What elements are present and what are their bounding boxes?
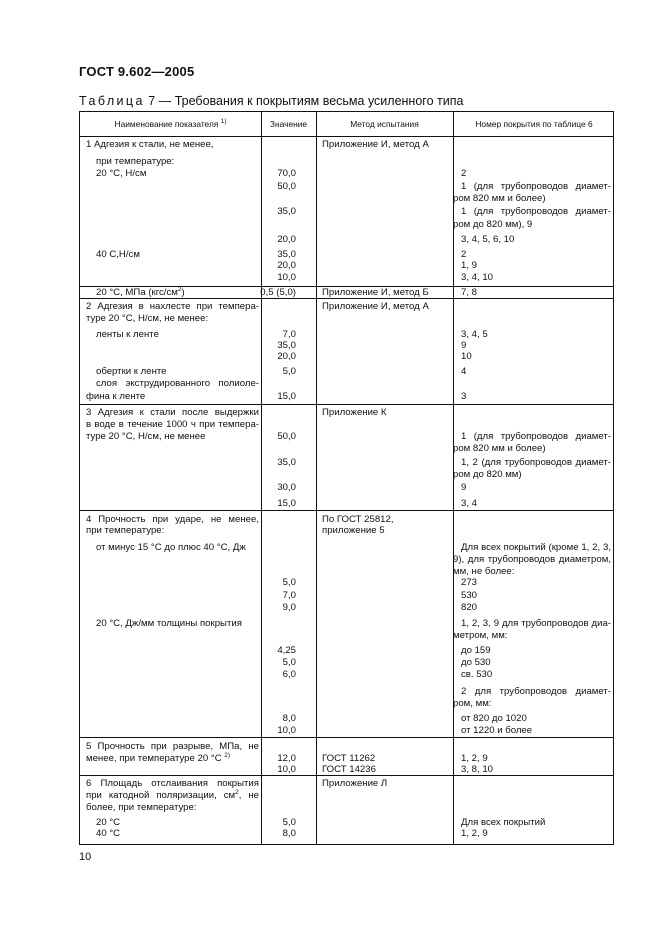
row1-value: 20,0 [277,260,296,271]
row2-coating: 3, 4, 5 [461,329,488,340]
row4-coating: от 820 до 1020 [461,713,527,724]
row2-coating: 3 [461,391,467,402]
row1-name: 20 °С, Н/см [96,168,147,179]
row2-value: 7,0 [282,329,296,340]
row3-method: Приложение К [322,407,387,418]
row6-name: при катодной поляризации, $см^2$, не [86,789,260,801]
row6-name: более, при температуре: [86,802,197,813]
row1-coating: 3, 4, 5, 6, 10 [461,234,515,245]
requirements-table [79,111,614,845]
row4-value: 5,0 [282,657,296,668]
row5-name: 5 Прочность при разрыве, МПа, не [86,741,259,752]
row1-name: при температуре: [96,156,175,167]
row3-value: 35,0 [277,457,296,468]
table-caption [79,94,463,108]
row4-coating: до 159 [461,645,491,656]
row3-value: 50,0 [277,431,296,442]
row4-coating: метром, мм: [453,630,508,641]
row1-value: 35,0 [277,206,296,217]
row3-value: 30,0 [277,482,296,493]
row4-value: 9,0 [282,602,296,613]
row4-coating: 2 для трубопроводов диамет- [461,686,611,697]
row6-value: 8,0 [282,828,296,839]
row4-name: 4 Прочность при ударе, не менее, [86,514,259,525]
col-header-name: Наименование показателя $^{1)}$ [114,118,227,129]
caption-label: Таблица [79,94,145,108]
row6-name: 20 °С [96,817,121,828]
row4-method: По ГОСТ 25812, [322,514,394,525]
row1-value: 0,5 (5,0) [260,287,296,298]
row1-coating: 2 [461,168,467,179]
row2-coating: 9 [461,340,467,351]
row2-name: ленты к ленте [96,329,159,340]
row4-coating: 820 [461,602,478,613]
row2-method: Приложение И, метод А [322,301,429,312]
row2-coating: 4 [461,366,467,377]
row4-value: 5,0 [282,577,296,588]
row4-value: 8,0 [282,713,296,724]
row2-value: 35,0 [277,340,296,351]
row3-coating: 3, 4 [461,498,478,509]
document-header: ГОСТ 9.602—2005 [79,64,195,79]
row4-coating: мм, не более: [453,566,515,577]
row5-method: ГОСТ 11262 [322,753,376,764]
row3-name: в воде в течение 1000 ч при темпера- [86,419,259,430]
row1-value: 70,0 [277,168,296,179]
row3-coating: ром до 820 мм) [453,469,522,480]
row4-name: при температуре: [86,525,165,536]
row4-coating: 1, 2, 3, 9 для трубопроводов диа- [461,618,611,629]
row1-coating: ром 820 мм и более) [453,193,546,204]
row6-coating: Для всех покрытий [461,817,546,828]
caption-title: — Требования к покрытиям весьма усиленного типа [158,94,464,108]
row1-coating: 1, 9 [461,260,478,271]
row2-name: фина к ленте [86,391,146,402]
row5-coating: 3, 8, 10 [461,764,494,775]
row4-coating: 273 [461,577,478,588]
row1-method: Приложение И, метод А [322,139,429,150]
row1-value: 10,0 [277,272,296,283]
col-header-value: Значение [269,119,308,129]
row4-name: 20 °С, Дж/мм толщины покрытия [96,618,242,629]
row2-name: обертки к ленте [96,366,167,377]
row4-method: приложение 5 [322,525,385,536]
row2-value: 5,0 [282,366,296,377]
row4-coating: от 1220 и более [461,725,533,736]
row1-value: 35,0 [277,249,296,260]
row1-coating: ром до 820 мм), 9 [453,219,533,230]
row1-coating: 1 (для трубопроводов диамет- [461,181,611,192]
row2-name: слоя экструдированного полиоле- [96,378,259,389]
row1-coating: 2 [461,249,467,260]
row4-coating: ром, мм: [453,698,492,709]
row3-value: 15,0 [277,498,296,509]
row2-coating: 10 [461,351,472,362]
row4-coating: 530 [461,590,478,601]
row1-method: Приложение И, метод Б [322,287,429,298]
caption-number: 7 [148,94,156,108]
row5-coating: 1, 2, 9 [461,753,488,764]
row1-coating: 3, 4, 10 [461,272,494,283]
page-number: 10 [79,851,92,863]
row4-value: 10,0 [277,725,296,736]
row4-coating: 9), для трубопроводов диаметром, [453,554,611,565]
row3-coating: 1, 2 (для трубопроводов диамет- [461,457,611,468]
row5-value: 12,0 [277,753,296,764]
col-header-coating: Номер покрытия по таблице 6 [475,119,593,129]
row1-coating: 7, 8 [461,287,478,298]
row6-coating: 1, 2, 9 [461,828,488,839]
col-header-method: Метод испытания [350,119,419,129]
row1-coating: 1 (для трубопроводов диамет- [461,206,611,217]
row4-value: 4,25 [277,645,296,656]
row5-method: ГОСТ 14236 [322,764,376,775]
row4-coating: до 530 [461,657,491,668]
row1-name: 1 Адгезия к стали, не менее, [86,139,214,150]
row6-name: 40 °С [96,828,121,839]
row5-name: менее, при температуре 20 °С $^{2)}$ [86,752,231,764]
row4-value: 7,0 [282,590,296,601]
row6-method: Приложение Л [322,778,388,789]
row4-coating: Для всех покрытий (кроме 1, 2, 3, [461,542,611,553]
row4-name: от минус 15 °С до плюс 40 °С, Дж [96,542,246,553]
row3-coating: 1 (для трубопроводов диамет- [461,431,611,442]
row4-coating: св. 530 [461,669,493,680]
row2-name: туре 20 °С, Н/см, не менее: [86,313,209,324]
row6-name: 6 Площадь отслаивания покрытия [86,778,259,789]
row3-name: туре 20 °С, Н/см, не менее [86,431,206,442]
row4-value: 6,0 [282,669,296,680]
row2-value: 15,0 [277,391,296,402]
row2-name: 2 Адгезия в нахлесте при темпера- [86,301,259,312]
row3-name: 3 Адгезия к стали после выдержки [86,407,259,418]
row1-name: 40 С,Н/см [96,249,140,260]
row6-value: 5,0 [282,817,296,828]
row2-value: 20,0 [277,351,296,362]
row3-coating: ром 820 мм и более) [453,443,546,454]
row1-value: 50,0 [277,181,296,192]
row5-value: 10,0 [277,764,296,775]
row1-name: 20 °С, МПа $(кгс/см^2)$ [96,286,185,298]
row3-coating: 9 [461,482,467,493]
row1-value: 20,0 [277,234,296,245]
